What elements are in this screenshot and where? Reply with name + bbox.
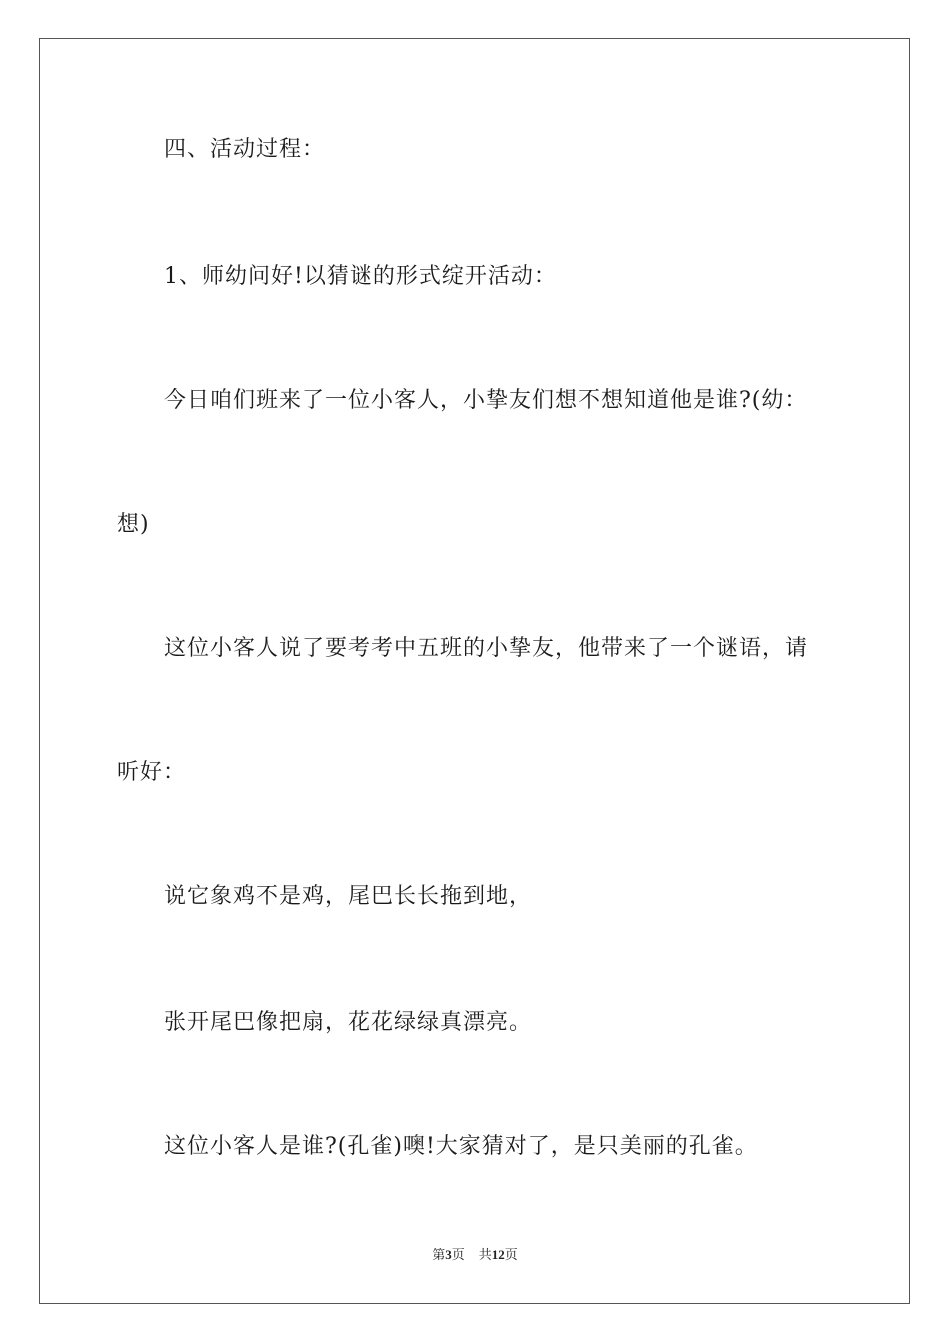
riddle-line: 说它象鸡不是鸡，尾巴长长拖到地， xyxy=(164,884,533,909)
paragraph-line: 听好： xyxy=(117,760,187,785)
page-suffix: 页 xyxy=(451,1247,465,1262)
page-prefix: 第 xyxy=(432,1247,446,1262)
paragraph-line: 1、师幼问好!以猜谜的形式绽开活动： xyxy=(164,264,557,289)
riddle-line: 张开尾巴像把扇，花花绿绿真漂亮。 xyxy=(164,1010,533,1035)
page-border xyxy=(39,38,910,1304)
paragraph-line: 想) xyxy=(117,512,150,537)
paragraph-line: 这位小客人说了要考考中五班的小挚友，他带来了一个谜语，请 xyxy=(164,636,809,661)
page-number: 3 xyxy=(445,1247,452,1262)
total-pages: 12 xyxy=(491,1247,505,1262)
paragraph-line: 今日咱们班来了一位小客人，小挚友们想不想知道他是谁?(幼： xyxy=(164,388,808,413)
total-prefix: 共 xyxy=(478,1247,492,1262)
total-suffix: 页 xyxy=(504,1247,518,1262)
section-heading: 四、活动过程： xyxy=(164,137,326,162)
page-footer xyxy=(0,1246,950,1264)
paragraph-line: 这位小客人是谁?(孔雀)噢!大家猜对了，是只美丽的孔雀。 xyxy=(164,1134,758,1159)
